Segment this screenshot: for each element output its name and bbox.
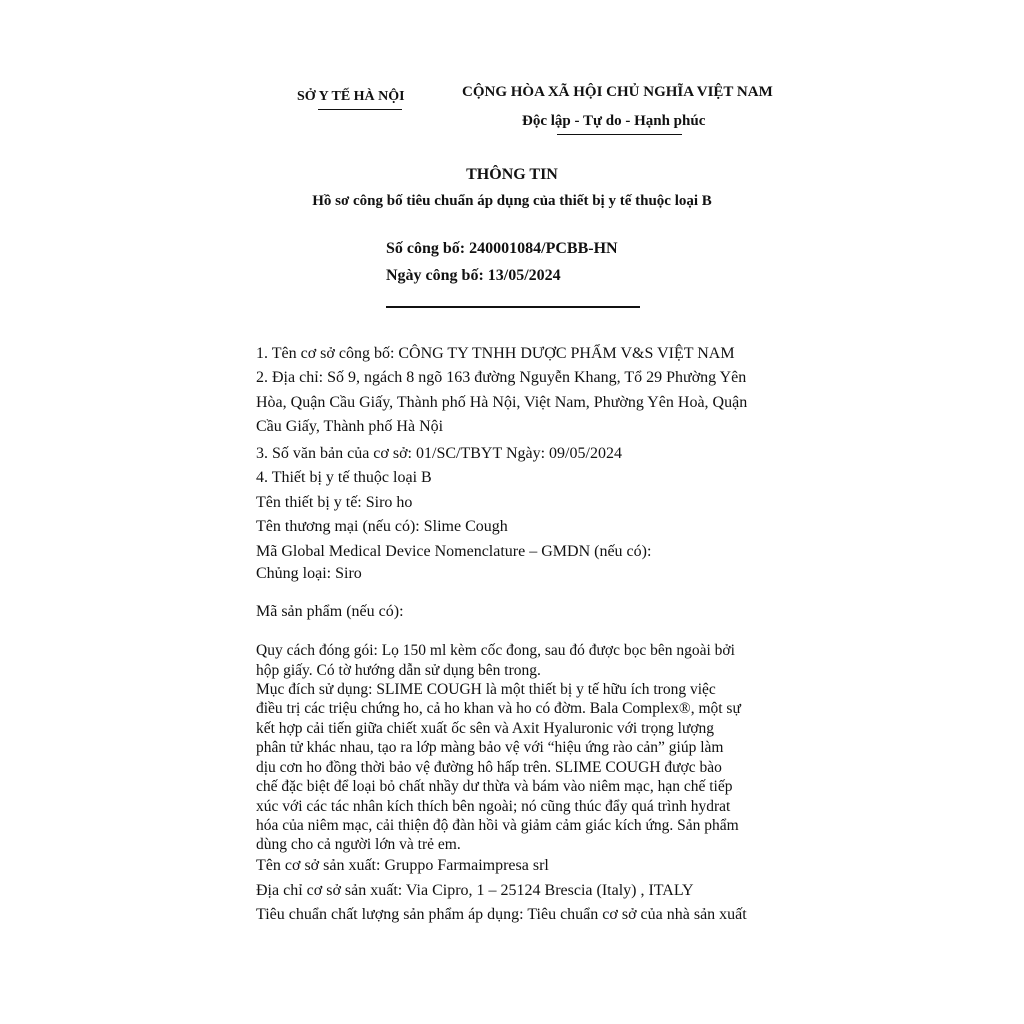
product-code: Mã sản phẩm (nếu có): (256, 603, 404, 620)
document-number: 3. Số văn bản của cơ sở: 01/SC/TBYT Ngày: 09/05/2024 (256, 445, 622, 462)
address-line: 2. Địa chỉ: Số 9, ngách 8 ngõ 163 đường Nguyễn Khang, Tổ 29 Phường Yên (256, 369, 747, 386)
establishment-name: 1. Tên cơ sở công bố: CÔNG TY TNHH DƯỢC PHẨM V&S VIỆT NAM (256, 345, 735, 362)
trade-name: Tên thương mại (nếu có): Slime Cough (256, 518, 508, 535)
purpose-line: chế đặc biệt để loại bỏ chất nhầy dư thừa và bám vào niêm mạc, hạn chế tiếp (256, 778, 733, 795)
manufacturer-address: Địa chỉ cơ sở sản xuất: Via Cipro, 1 – 25124 Brescia (Italy) , ITALY (256, 882, 694, 899)
agency-underline (318, 109, 402, 110)
packaging-line: hộp giấy. Có tờ hướng dẫn sử dụng bên trong. (256, 662, 541, 679)
purpose-line: Mục đích sử dụng: SLIME COUGH là một thiết bị y tế hữu ích trong việc (256, 681, 716, 698)
purpose-line: kết hợp cải tiến giữa chiết xuất ốc sên và Axit Hyaluronic với trọng lượng (256, 720, 715, 737)
motto-underline (557, 134, 682, 135)
device-class: 4. Thiết bị y tế thuộc loại B (256, 469, 432, 486)
national-motto: Độc lập - Tự do - Hạnh phúc (522, 113, 706, 129)
document-subtitle: Hồ sơ công bố tiêu chuẩn áp dụng của thiết bị y tế thuộc loại B (312, 193, 712, 209)
document-title: THÔNG TIN (466, 166, 558, 183)
address-line: Hòa, Quận Cầu Giấy, Thành phố Hà Nội, Việt Nam, Phường Yên Hoà, Quận (256, 394, 748, 411)
device-name: Tên thiết bị y tế: Siro ho (256, 494, 413, 511)
purpose-line: điều trị các triệu chứng ho, cả ho khan và ho có đờm. Bala Complex®, một sự (256, 700, 741, 717)
packaging-line: Quy cách đóng gói: Lọ 150 ml kèm cốc đong, sau đó được bọc bên ngoài bởi (256, 642, 735, 659)
category: Chủng loại: Siro (256, 565, 362, 582)
address-line: Cầu Giấy, Thành phố Hà Nội (256, 418, 444, 435)
purpose-line: dịu cơn ho đồng thời bảo vệ đường hô hấp trên. SLIME COUGH được bào (256, 759, 722, 776)
country-name: CỘNG HÒA XÃ HỘI CHỦ NGHĨA VIỆT NAM (462, 84, 773, 100)
gmdn-code: Mã Global Medical Device Nomenclature – GMDN (nếu có): (256, 543, 652, 560)
purpose-line: xúc với các tác nhân kích thích bên ngoài; nó cũng thúc đẩy quá trình hydrat (256, 798, 731, 815)
purpose-line: hóa của niêm mạc, cải thiện độ đàn hồi và giảm cảm giác kích ứng. Sản phẩm (256, 817, 739, 834)
purpose-line: dùng cho cả người lớn và trẻ em. (256, 836, 461, 853)
purpose-line: phân tử khác nhau, tạo ra lớp màng bảo vệ với “hiệu ứng rào cản” giúp làm (256, 739, 724, 756)
announcement-number: Số công bố: 240001084/PCBB-HN (386, 240, 618, 257)
announcement-date: Ngày công bố: 13/05/2024 (386, 267, 561, 284)
announcement-divider (386, 306, 640, 308)
agency-name: SỞ Y TẾ HÀ NỘI (297, 89, 405, 104)
manufacturer-name: Tên cơ sở sản xuất: Gruppo Farmaimpresa srl (256, 857, 549, 874)
quality-standard: Tiêu chuẩn chất lượng sản phẩm áp dụng: Tiêu chuẩn cơ sở của nhà sản xuất (256, 906, 747, 923)
